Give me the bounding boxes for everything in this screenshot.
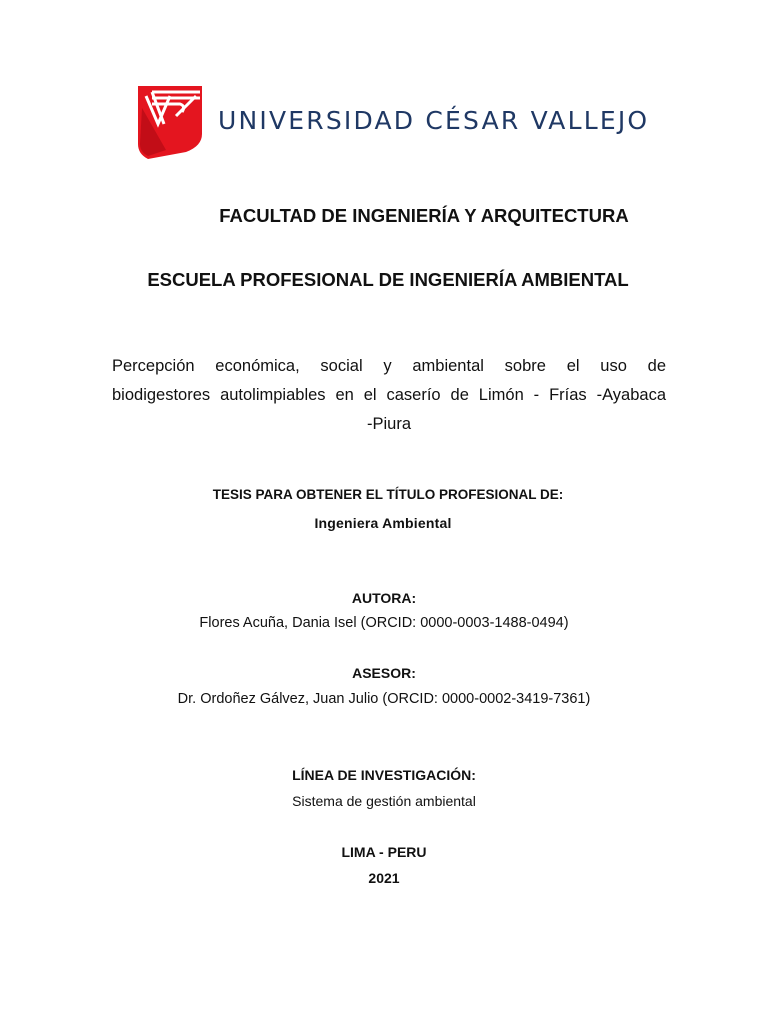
author-label: AUTORA: bbox=[351, 590, 417, 606]
advisor-name: Dr. Ordoñez Gálvez, Juan Julio (ORCID: 0000-0002-3419-7361) bbox=[177, 691, 591, 707]
thesis-statement: TESIS PARA OBTENER EL TÍTULO PROFESIONAL DE: bbox=[212, 487, 564, 502]
university-name: UNIVERSIDAD CÉSAR VALLEJO bbox=[218, 106, 650, 135]
advisor-label: ASESOR: bbox=[352, 665, 416, 681]
research-line-value: Sistema de gestión ambiental bbox=[292, 793, 476, 809]
university-logo bbox=[136, 84, 650, 160]
thesis-title-line: -Piura bbox=[366, 415, 411, 433]
faculty-heading: FACULTAD DE INGENIERÍA Y ARQUITECTURA bbox=[219, 205, 629, 226]
degree-title: Ingeniera Ambiental bbox=[314, 515, 452, 531]
year: 2021 bbox=[368, 870, 400, 886]
author-name: Flores Acuña, Dania Isel (ORCID: 0000-0003-1488-0494) bbox=[199, 615, 569, 631]
thesis-title-line: biodigestores autolimpiables en el caserío de Limón - Frías -Ayabaca bbox=[112, 386, 666, 404]
ucv-shield-icon bbox=[136, 84, 204, 160]
place: LIMA - PERU bbox=[341, 844, 427, 860]
school-heading: ESCUELA PROFESIONAL DE INGENIERÍA AMBIENTAL bbox=[147, 269, 629, 290]
research-line-label: LÍNEA DE INVESTIGACIÓN: bbox=[292, 767, 476, 783]
thesis-title bbox=[112, 352, 666, 439]
thesis-title-line: Percepción económica, social y ambiental sobre el uso de bbox=[112, 357, 666, 375]
